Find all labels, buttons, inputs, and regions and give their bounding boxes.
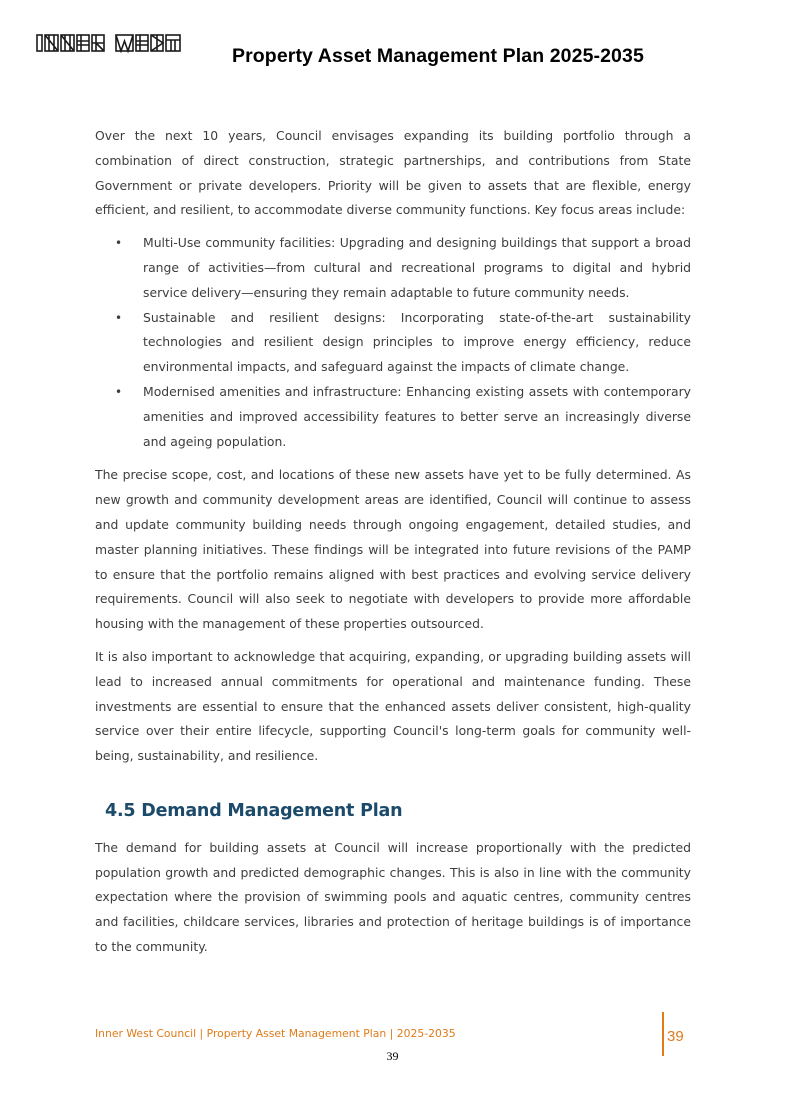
pdf-page-number: 39 xyxy=(386,1049,399,1063)
focus-area-item xyxy=(95,231,691,305)
inner-west-logo xyxy=(36,32,188,54)
bullet-icon: • xyxy=(115,236,123,251)
section-heading: 4.5 Demand Management Plan xyxy=(105,800,403,821)
focus-area-text: Sustainable and resilient designs: Incorporating state-of-the-art sustainability technologies and resilient design principles to improve energy efficiency, reduce environmental impacts, and safeguard against the impacts of climate change. xyxy=(143,309,691,375)
bullet-icon: • xyxy=(115,384,123,399)
demand-paragraph: The demand for building assets at Council will increase proportionally with the predicted population growth and predicted demographic changes. This is also in line with the community expectation where the provision of swimming pools and aquatic centres, community centres and facilities, childcare services, libraries and protection of heritage buildings is of importance to the community. xyxy=(95,839,691,954)
footer-text: Inner West Council | Property Asset Management Plan | 2025-2035 xyxy=(95,1027,456,1040)
scope-paragraph: The precise scope, cost, and locations of these new assets have yet to be fully determined. As new growth and community development areas are identified, Council will continue to assess and update community building needs through ongoing engagement, detailed studies, and master planning initiatives. These findings will be integrated into future revisions of the PAMP to ensure that the portfolio remains aligned with best practices and evolving service delivery requirements. Council will also seek to negotiate with developers to provide more affordable housing with the management of these properties outsourced. xyxy=(95,467,691,632)
intro-paragraph: Over the next 10 years, Council envisages expanding its building portfolio through a combination of direct construction, strategic partnerships, and contributions from State Government or private developers. Priority will be given to assets that are flexible, energy efficient, and resilient, to accommodate diverse community functions. Key focus areas include: xyxy=(95,128,691,218)
focus-area-item xyxy=(95,380,691,454)
focus-area-text: Modernised amenities and infrastructure: Enhancing existing assets with contemporary amenities and improved accessibility features to better serve an increasingly diverse and ageing population. xyxy=(143,383,691,449)
footer-page-number: 39 xyxy=(667,1028,684,1045)
bullet-icon: • xyxy=(115,310,123,325)
focus-area-item xyxy=(95,306,691,380)
funding-paragraph: It is also important to acknowledge that acquiring, expanding, or upgrading building assets will lead to increased annual commitments for operational and maintenance funding. These investments are essential to ensure that the enhanced assets deliver consistent, high-quality service over their entire lifecycle, supporting Council's long-term goals for community well-being, sustainability, and resilience. xyxy=(95,648,691,764)
focus-area-text: Multi-Use community facilities: Upgrading and designing buildings that support a broad range of activities—from cultural and recreational programs to digital and hybrid service delivery—ensuring they remain adaptable to future community needs. xyxy=(143,235,691,300)
document-title-main: Property Asset Management Plan xyxy=(232,45,545,67)
document-title xyxy=(232,45,644,68)
inner-west-logo-graphic xyxy=(36,32,188,54)
focus-areas-list xyxy=(95,231,691,454)
document-title-years: 2025-2035 xyxy=(549,45,644,67)
page-content xyxy=(95,124,691,968)
